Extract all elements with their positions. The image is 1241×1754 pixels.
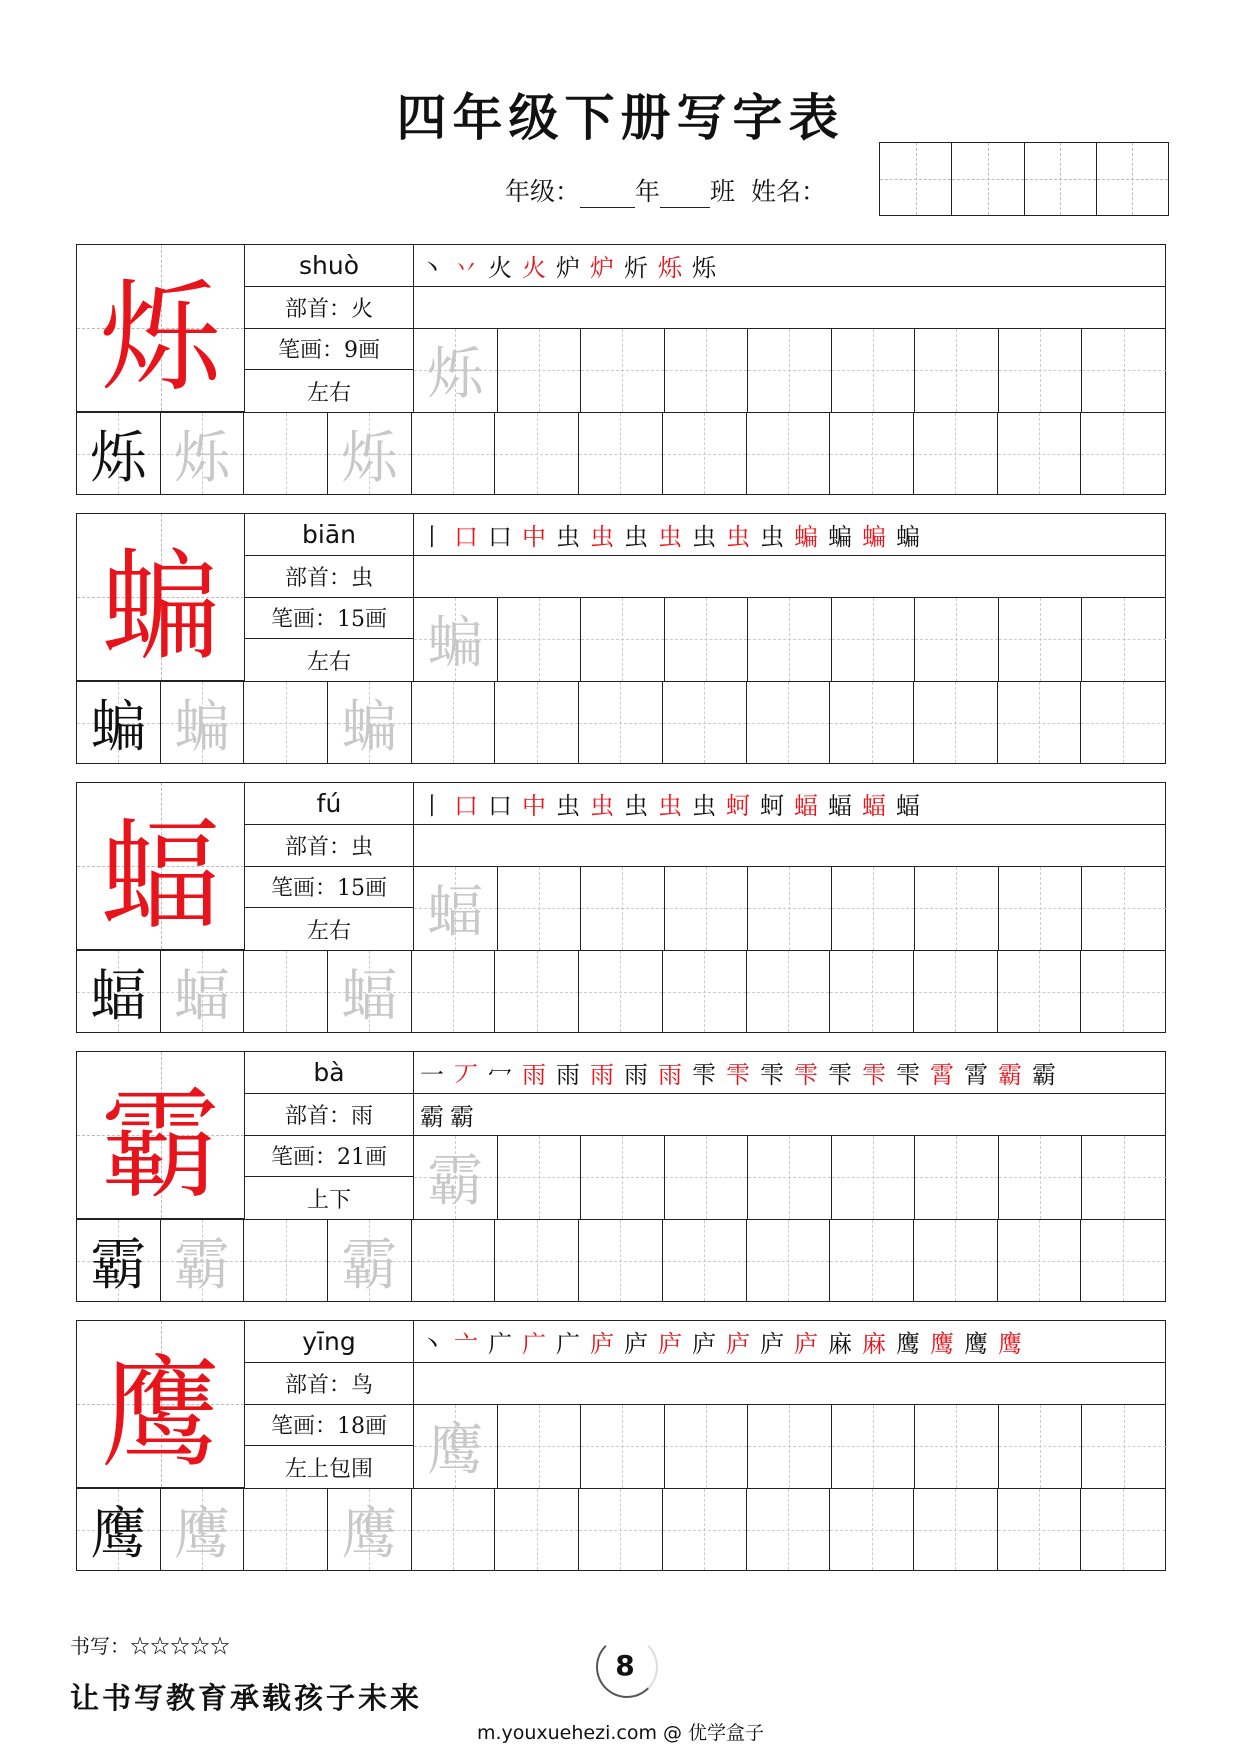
practice-cell[interactable] (915, 1405, 999, 1489)
stroke-step: 庐 (590, 1329, 614, 1358)
practice-cell[interactable] (665, 1405, 749, 1489)
char-info (245, 1052, 413, 1219)
practice-cell[interactable] (914, 950, 998, 1032)
practice-cell[interactable] (581, 1405, 665, 1489)
stroke-order (414, 783, 1165, 825)
stroke-step: 雨 (522, 1060, 546, 1089)
practice-cell[interactable] (412, 950, 496, 1032)
stroke-step: 蝠 (896, 791, 920, 820)
stroke-step: 丶 (420, 1329, 444, 1358)
stroke-step: 口 (454, 791, 478, 820)
practice-cell[interactable] (244, 1219, 328, 1301)
practice-cell[interactable] (498, 598, 582, 682)
stroke-step: 虫 (590, 522, 614, 551)
practice-cell[interactable] (77, 412, 161, 494)
stroke-step: 霄 (964, 1060, 988, 1089)
radical: 部首：雨 (245, 1094, 413, 1136)
stroke-order-extra (414, 287, 1165, 329)
practice-cell[interactable] (747, 681, 831, 763)
practice-cell[interactable] (1081, 1219, 1165, 1301)
guide-char: 鹰 (427, 1418, 484, 1484)
model-char: 鹰 (100, 1345, 221, 1484)
practice-cell[interactable] (328, 1488, 412, 1570)
stroke-step: 烁 (692, 253, 716, 282)
stroke-step: 虫 (556, 791, 580, 820)
guide-char: 烁 (90, 425, 147, 491)
practice-cell[interactable] (999, 598, 1083, 682)
stroke-step: 麻 (828, 1329, 852, 1358)
stroke-step: 火 (488, 253, 512, 282)
stroke-step: 蚵 (760, 791, 784, 820)
stroke-step: 鹰 (930, 1329, 954, 1358)
practice-cell[interactable] (328, 681, 412, 763)
stroke-step: 庐 (726, 1329, 750, 1358)
stroke-step: 丨 (420, 791, 444, 820)
practice-cell[interactable] (495, 950, 579, 1032)
stroke-count: 笔画：9画 (245, 329, 413, 371)
stroke-step: 霸 (1032, 1060, 1056, 1089)
char-block (76, 1320, 1166, 1571)
stroke-step: 鹰 (896, 1329, 920, 1358)
stroke-count: 笔画：15画 (245, 598, 413, 640)
practice-cell[interactable] (1082, 329, 1166, 413)
practice-cell[interactable] (747, 950, 831, 1032)
stroke-step: 虫 (624, 522, 648, 551)
practice-row (414, 329, 1166, 413)
stroke-step: 庐 (760, 1329, 784, 1358)
stroke-step: 庐 (692, 1329, 716, 1358)
structure: 左右 (306, 649, 351, 675)
practice-area (413, 1052, 1165, 1219)
practice-cell[interactable] (495, 1219, 579, 1301)
stroke-step: 蝠 (794, 791, 818, 820)
pinyin: bà (245, 1052, 413, 1094)
practice-cell[interactable] (999, 329, 1083, 413)
stroke-step: 雫 (862, 1060, 886, 1089)
practice-row (77, 412, 1165, 494)
stroke-step: 虫 (692, 522, 716, 551)
stroke-step: 广 (522, 1329, 546, 1358)
practice-row (414, 598, 1166, 682)
practice-area (413, 1321, 1165, 1488)
guide-char: 蝠 (174, 963, 231, 1029)
stroke-step: 虫 (726, 522, 750, 551)
class-label: 班 (710, 177, 736, 206)
stroke-step: 炘 (624, 253, 648, 282)
practice-cell[interactable] (579, 1219, 663, 1301)
practice-cell[interactable] (495, 681, 579, 763)
stroke-step: 虫 (590, 791, 614, 820)
practice-cell[interactable] (747, 1488, 831, 1570)
practice-cell[interactable] (244, 412, 328, 494)
structure: 上下 (306, 1187, 351, 1213)
practice-cell[interactable] (328, 950, 412, 1032)
stroke-step: 庐 (624, 1329, 648, 1358)
pinyin: shuò (245, 245, 413, 287)
stroke-step: 雨 (624, 1060, 648, 1089)
practice-cell[interactable] (832, 1405, 916, 1489)
practice-cell[interactable] (161, 1488, 245, 1570)
practice-cell[interactable] (161, 1219, 245, 1301)
stroke-step: 广 (488, 1329, 512, 1358)
stroke-step: 虫 (658, 522, 682, 551)
char-info (245, 783, 413, 950)
stroke-step: 虫 (760, 522, 784, 551)
class-blank[interactable] (660, 181, 710, 208)
stroke-step: 霄 (930, 1060, 954, 1089)
practice-cell[interactable] (914, 1219, 998, 1301)
model-char-box (77, 783, 245, 950)
practice-row (414, 867, 1166, 951)
stroke-step: 蚵 (726, 791, 750, 820)
practice-cell[interactable] (665, 867, 749, 951)
practice-cell[interactable] (77, 681, 161, 763)
practice-cell[interactable] (1081, 1488, 1165, 1570)
practice-cell[interactable] (412, 412, 496, 494)
stroke-step: 蝠 (828, 791, 852, 820)
practice-cell[interactable] (830, 1219, 914, 1301)
stroke-step: 雫 (794, 1060, 818, 1089)
practice-cell[interactable] (77, 1219, 161, 1301)
stroke-order (414, 245, 1165, 287)
char-info (245, 245, 413, 412)
practice-cell[interactable] (579, 681, 663, 763)
stroke-step: 一 (420, 1060, 444, 1089)
guide-char: 烁 (427, 342, 484, 408)
practice-cell[interactable] (998, 1219, 1082, 1301)
practice-cell[interactable] (328, 1219, 412, 1301)
practice-cell[interactable] (832, 867, 916, 951)
practice-cell[interactable] (998, 950, 1082, 1032)
stroke-step: 炉 (590, 253, 614, 282)
stroke-step: 雫 (760, 1060, 784, 1089)
guide-char: 蝠 (427, 880, 484, 946)
practice-cell[interactable] (663, 681, 747, 763)
guide-char: 蝙 (427, 611, 484, 677)
guide-char: 蝙 (90, 694, 147, 760)
practice-cell[interactable] (77, 950, 161, 1032)
guide-char: 霸 (341, 1232, 398, 1298)
practice-area (413, 514, 1165, 681)
stroke-order-extra (414, 825, 1165, 867)
practice-cell[interactable] (748, 1136, 832, 1220)
char-block (76, 782, 1166, 1033)
model-char: 蝠 (100, 807, 221, 946)
practice-cell[interactable] (747, 412, 831, 494)
practice-cell[interactable] (77, 1488, 161, 1570)
model-char-box (77, 1052, 245, 1219)
stroke-step: 霸 (450, 1102, 474, 1131)
practice-cell[interactable] (498, 1136, 582, 1220)
practice-cell[interactable] (412, 1219, 496, 1301)
practice-cell[interactable] (915, 329, 999, 413)
practice-cell[interactable] (830, 950, 914, 1032)
stroke-step: 亠 (454, 1329, 478, 1358)
stroke-count: 笔画：21画 (245, 1136, 413, 1178)
model-char-box (77, 245, 245, 412)
model-char: 蝙 (100, 538, 221, 677)
practice-cell[interactable] (665, 329, 749, 413)
practice-cell[interactable] (998, 1488, 1082, 1570)
stroke-order-extra (414, 1363, 1165, 1405)
stroke-order-extra (414, 1094, 1165, 1136)
practice-cell[interactable] (915, 867, 999, 951)
practice-row (77, 1219, 1165, 1301)
stroke-step: 雫 (726, 1060, 750, 1089)
practice-cell[interactable] (663, 412, 747, 494)
stroke-step: 霸 (420, 1102, 444, 1131)
guide-char: 霸 (427, 1149, 484, 1215)
practice-cell[interactable] (1082, 1405, 1166, 1489)
guide-char: 霸 (174, 1232, 231, 1298)
stroke-count: 笔画：15画 (245, 867, 413, 909)
guide-char: 蝙 (174, 694, 231, 760)
practice-cell[interactable] (830, 1488, 914, 1570)
practice-cell[interactable] (328, 412, 412, 494)
guide-char: 烁 (341, 425, 398, 491)
practice-cell[interactable] (1081, 412, 1165, 494)
guide-char: 烁 (174, 425, 231, 491)
stroke-order (414, 514, 1165, 556)
stroke-order-extra (414, 556, 1165, 598)
stroke-step: 雫 (692, 1060, 716, 1089)
practice-cell[interactable] (1082, 1136, 1166, 1220)
stroke-step: 雨 (556, 1060, 580, 1089)
stroke-step: 雨 (590, 1060, 614, 1089)
stroke-step: 口 (488, 522, 512, 551)
practice-cell[interactable] (495, 1488, 579, 1570)
grade-blank[interactable] (580, 181, 635, 208)
practice-cell[interactable] (244, 950, 328, 1032)
stroke-step: 炉 (556, 253, 580, 282)
practice-cell[interactable] (915, 598, 999, 682)
practice-cell[interactable] (244, 1488, 328, 1570)
stroke-step: 雨 (658, 1060, 682, 1089)
stroke-step: 麻 (862, 1329, 886, 1358)
practice-cell[interactable] (663, 1488, 747, 1570)
stroke-step: 雫 (896, 1060, 920, 1089)
stroke-step: 丷 (454, 253, 478, 282)
stroke-step: 庐 (658, 1329, 682, 1358)
practice-area (413, 783, 1165, 950)
practice-area (413, 245, 1165, 412)
practice-cell[interactable] (414, 1136, 498, 1220)
stroke-step: 广 (556, 1329, 580, 1358)
practice-cell[interactable] (832, 598, 916, 682)
stroke-step: 丆 (454, 1060, 478, 1089)
practice-cell[interactable] (999, 867, 1083, 951)
pinyin: biān (245, 514, 413, 556)
practice-row (77, 681, 1165, 763)
practice-cell[interactable] (748, 329, 832, 413)
practice-cell[interactable] (832, 329, 916, 413)
stroke-step: 蝠 (862, 791, 886, 820)
practice-cell[interactable] (414, 598, 498, 682)
practice-cell[interactable] (495, 412, 579, 494)
practice-cell[interactable] (665, 1136, 749, 1220)
site-url: m.youxuehezi.com @ 优学盒子 (476, 1722, 765, 1744)
practice-cell[interactable] (579, 1488, 663, 1570)
student-info (505, 172, 826, 208)
practice-cell[interactable] (832, 1136, 916, 1220)
radical: 部首：虫 (245, 825, 413, 867)
practice-cell[interactable] (412, 681, 496, 763)
stroke-step: 鹰 (964, 1329, 988, 1358)
practice-cell[interactable] (914, 681, 998, 763)
page-title: 四年级下册写字表 (396, 88, 845, 147)
practice-cell[interactable] (748, 867, 832, 951)
page-number: 8 (615, 1648, 635, 1682)
practice-cell[interactable] (748, 598, 832, 682)
radical: 部首：鸟 (245, 1363, 413, 1405)
practice-cell[interactable] (914, 1488, 998, 1570)
stroke-step: 虫 (692, 791, 716, 820)
char-info (245, 514, 413, 681)
stroke-step: 火 (522, 253, 546, 282)
structure: 左上包围 (284, 1456, 373, 1482)
practice-cell[interactable] (998, 412, 1082, 494)
practice-cell[interactable] (915, 1136, 999, 1220)
practice-cell[interactable] (581, 598, 665, 682)
stroke-step: 中 (522, 522, 546, 551)
year-label: 年 (635, 177, 661, 206)
practice-cell[interactable] (663, 950, 747, 1032)
practice-cell[interactable] (579, 412, 663, 494)
stroke-step: 蝙 (828, 522, 852, 551)
practice-cell[interactable] (1082, 867, 1166, 951)
stroke-step: 冖 (488, 1060, 512, 1089)
practice-row (414, 1136, 1166, 1220)
practice-cell[interactable] (663, 1219, 747, 1301)
rating-label: 书写：☆☆☆☆☆ (70, 1634, 230, 1658)
stroke-step: 蝙 (896, 522, 920, 551)
stroke-order (414, 1321, 1165, 1363)
stroke-step: 丨 (420, 522, 444, 551)
practice-cell[interactable] (161, 950, 245, 1032)
practice-cell[interactable] (414, 1405, 498, 1489)
stroke-step: 虫 (624, 791, 648, 820)
practice-cell[interactable] (748, 1405, 832, 1489)
radical: 部首：火 (245, 287, 413, 329)
guide-char: 霸 (90, 1232, 147, 1298)
practice-row (414, 1405, 1166, 1489)
practice-cell[interactable] (161, 412, 245, 494)
practice-cell[interactable] (999, 1136, 1083, 1220)
stroke-count: 笔画：18画 (245, 1405, 413, 1447)
stroke-step: 口 (488, 791, 512, 820)
practice-cell[interactable] (581, 867, 665, 951)
guide-char: 蝠 (341, 963, 398, 1029)
practice-cell[interactable] (665, 598, 749, 682)
radical: 部首：虫 (245, 556, 413, 598)
practice-cell[interactable] (1081, 681, 1165, 763)
stroke-step: 口 (454, 522, 478, 551)
stroke-step: 虫 (658, 791, 682, 820)
practice-cell[interactable] (999, 1405, 1083, 1489)
practice-cell[interactable] (579, 950, 663, 1032)
stroke-step: 蝙 (862, 522, 886, 551)
practice-cell[interactable] (414, 329, 498, 413)
practice-cell[interactable] (414, 867, 498, 951)
practice-cell[interactable] (1082, 598, 1166, 682)
practice-cell[interactable] (998, 681, 1082, 763)
stroke-step: 丶 (420, 253, 444, 282)
guide-char: 鹰 (341, 1501, 398, 1567)
structure: 左右 (306, 918, 351, 944)
practice-cell[interactable] (498, 867, 582, 951)
practice-cell[interactable] (581, 1136, 665, 1220)
guide-char: 蝠 (90, 963, 147, 1029)
name-label: 姓名： (750, 177, 826, 206)
pinyin: yīng (245, 1321, 413, 1363)
stroke-step: 虫 (556, 522, 580, 551)
practice-cell[interactable] (914, 412, 998, 494)
stroke-step: 中 (522, 791, 546, 820)
model-char: 霸 (100, 1076, 221, 1215)
stroke-order (414, 1052, 1165, 1094)
model-char-box (77, 514, 245, 681)
practice-cell[interactable] (498, 1405, 582, 1489)
practice-cell[interactable] (244, 681, 328, 763)
stroke-step: 鹰 (998, 1329, 1022, 1358)
pinyin: fú (245, 783, 413, 825)
practice-cell[interactable] (581, 329, 665, 413)
grade-label: 年级： (505, 177, 581, 206)
practice-row (77, 1488, 1165, 1570)
guide-char: 鹰 (90, 1501, 147, 1567)
stroke-step: 烁 (658, 253, 682, 282)
model-char: 烁 (100, 269, 221, 408)
practice-cell[interactable] (830, 412, 914, 494)
char-block (76, 1051, 1166, 1302)
slogan: 让书写教育承载孩子未来 (70, 1681, 423, 1715)
practice-row (77, 950, 1165, 1032)
guide-char: 鹰 (174, 1501, 231, 1567)
model-char-box (77, 1321, 245, 1488)
stroke-step: 雫 (828, 1060, 852, 1089)
stroke-step: 蝙 (794, 522, 818, 551)
char-block (76, 513, 1166, 764)
practice-cell[interactable] (1081, 950, 1165, 1032)
char-info (245, 1321, 413, 1488)
name-grid[interactable] (879, 142, 1169, 216)
practice-cell[interactable] (412, 1488, 496, 1570)
practice-cell[interactable] (747, 1219, 831, 1301)
structure: 左右 (306, 380, 351, 406)
char-block (76, 244, 1166, 495)
stroke-step: 庐 (794, 1329, 818, 1358)
practice-cell[interactable] (161, 681, 245, 763)
practice-cell[interactable] (830, 681, 914, 763)
guide-char: 蝙 (341, 694, 398, 760)
practice-cell[interactable] (498, 329, 582, 413)
stroke-step: 霸 (998, 1060, 1022, 1089)
